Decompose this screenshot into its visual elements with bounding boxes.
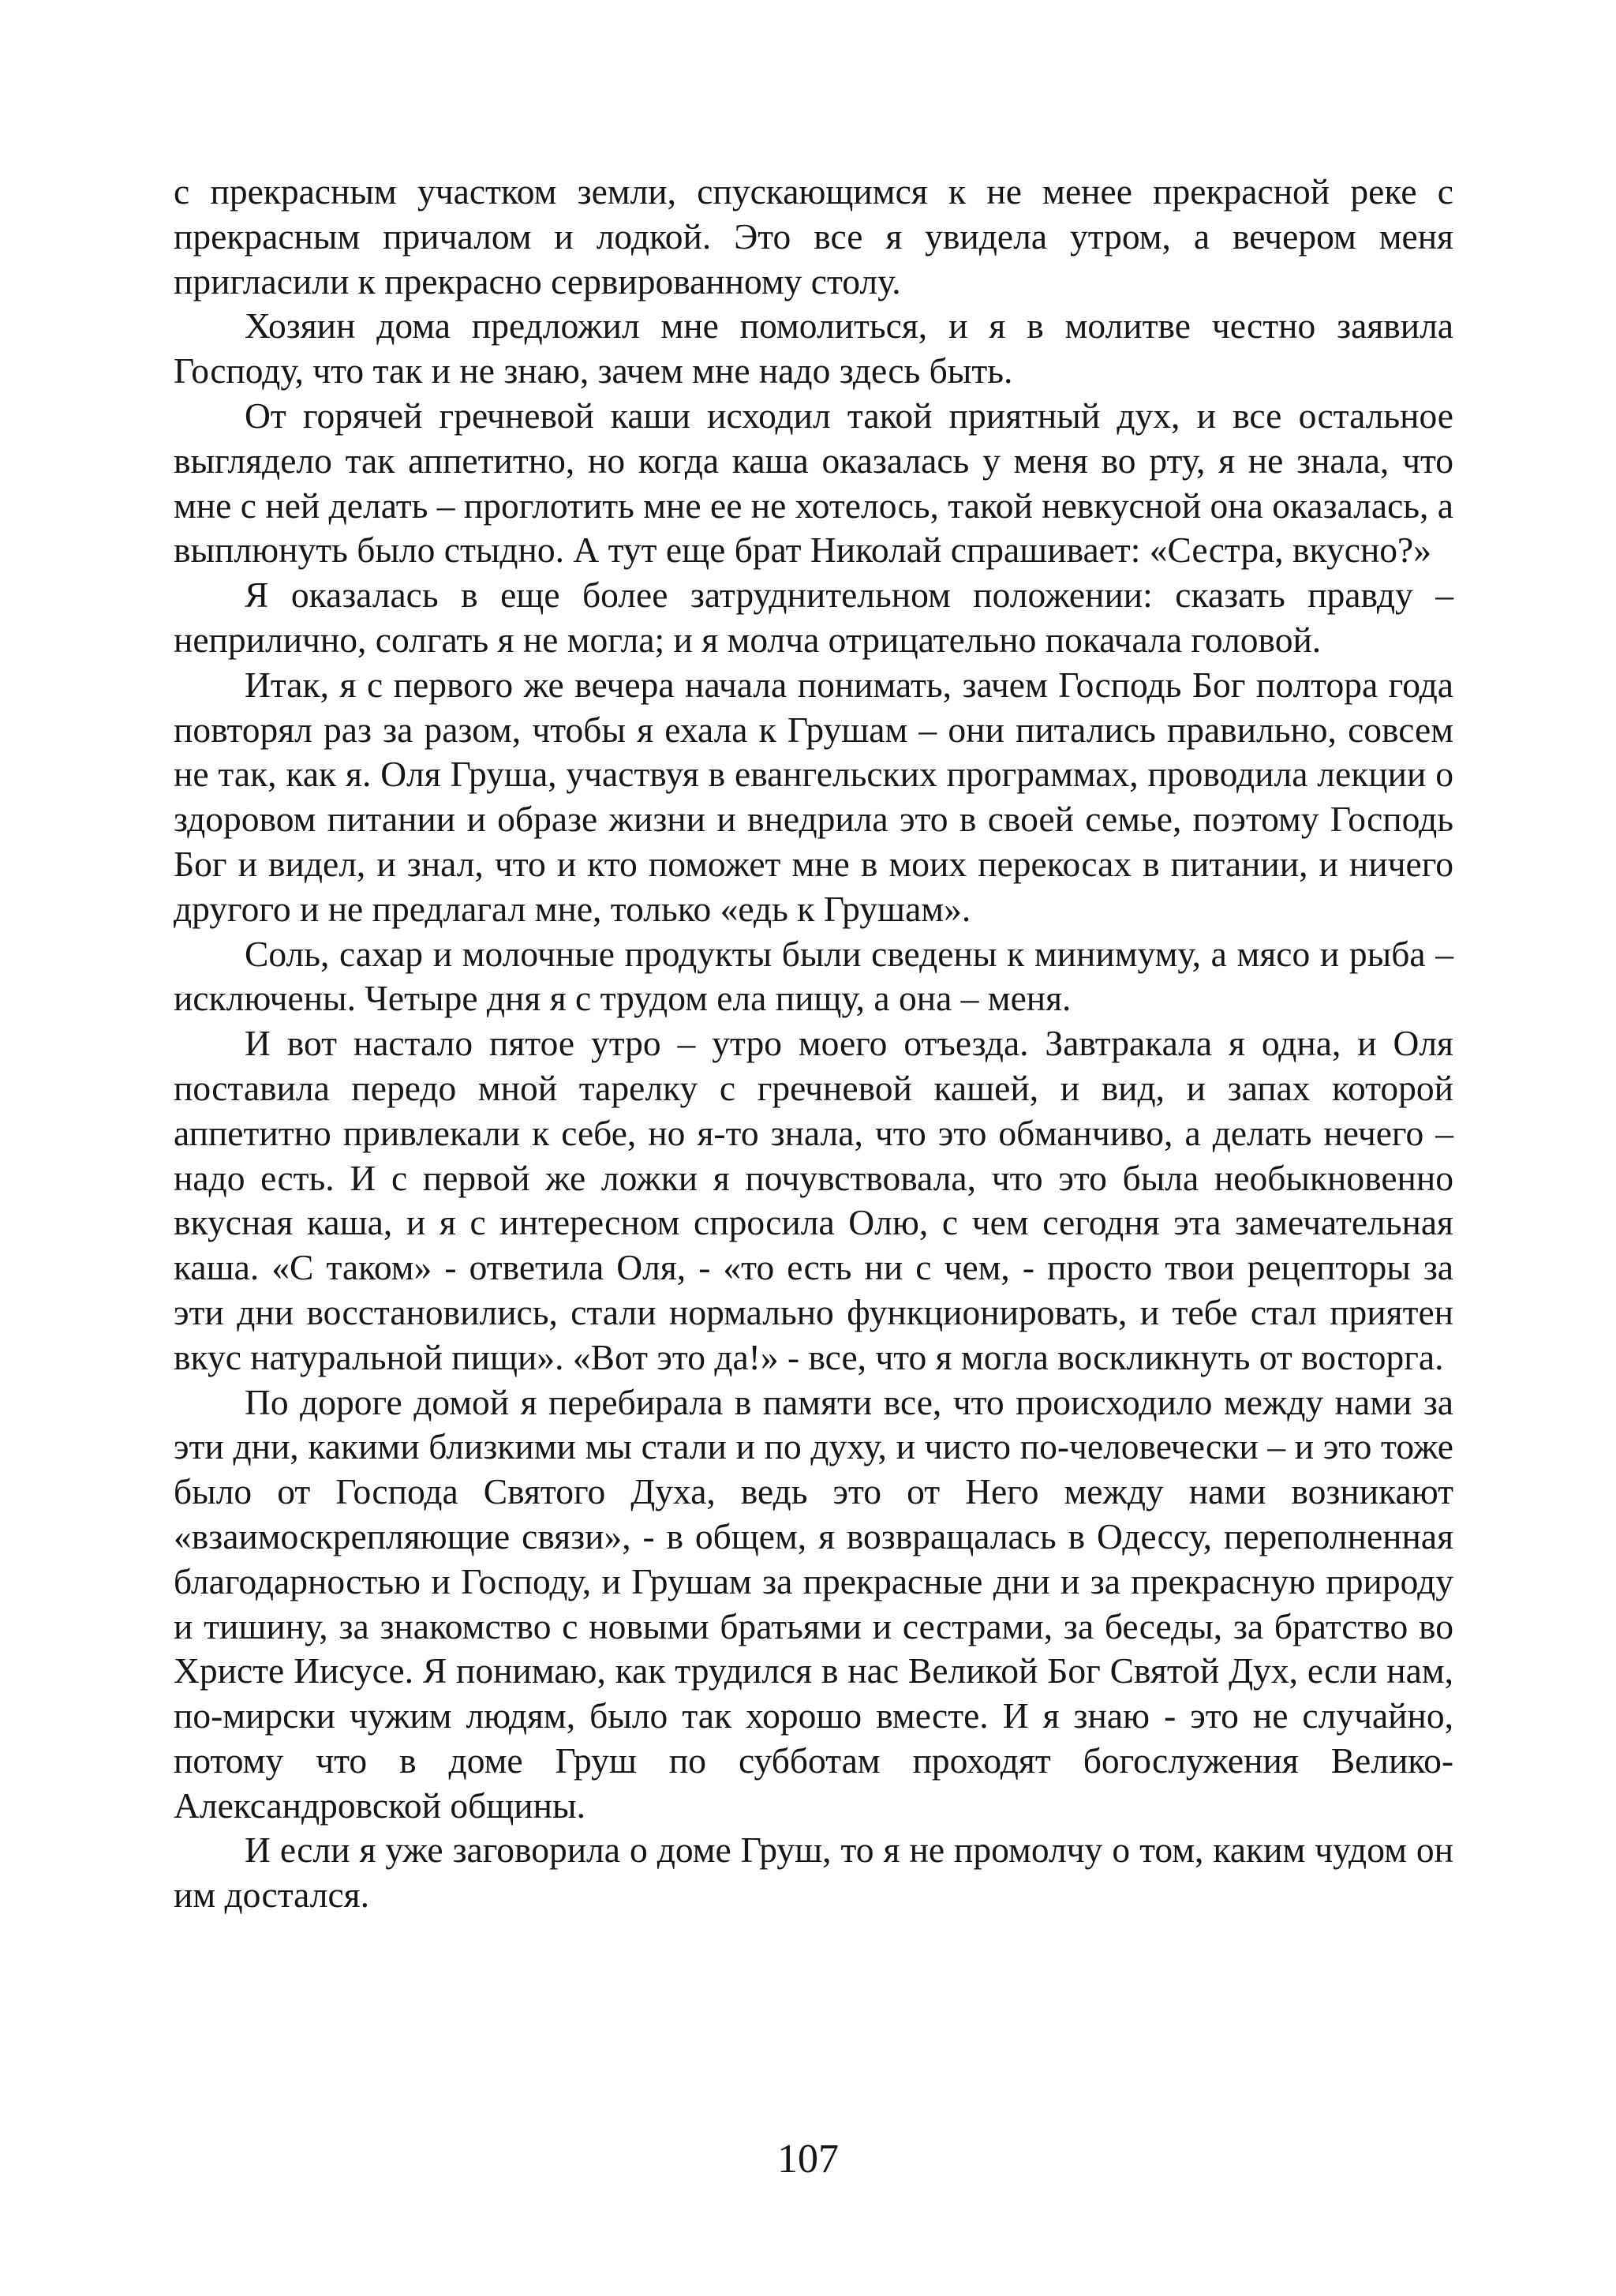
paragraph: Итак, я с первого же вечера начала понимать, зачем Господь Бог полтора года повторял раз за разом, чтобы я ехала к Грушам – они питались правильно, совсем не так, как я. Оля Груша, участвуя в евангельских программах, проводила лекции о здоровом питании и образе жизни и внедрила это в своей семье, поэтому Господь Бог и видел, и знал, что и кто поможет мне в моих перекосах в питании, и ничего другого и не предлагал мне, только «едь к Грушам». — [174, 664, 1453, 929]
paragraph: От горячей гречневой каши исходил такой приятный дух, и все остальное выглядело так аппетитно, но когда каша оказалась у меня во рту, я не знала, что мне с ней делать – проглотить мне ее не хотелось, такой невкусной она оказалась, а выплюнуть было стыдно. А тут еще брат Николай спрашивает: «Сестра, вкусно?» — [174, 395, 1453, 571]
paragraph: Хозяин дома предложил мне помолиться, и я в молитве честно заявила Господу, что так и не знаю, зачем мне надо здесь быть. — [174, 305, 1453, 391]
page-number: 107 — [777, 2137, 839, 2182]
paragraph: Я оказалась в еще более затруднительном положении: сказать правду – неприлично, солгать я не могла; и я молча отрицательно покачала головой. — [174, 575, 1453, 660]
paragraph: Соль, сахар и молочные продукты были сведены к минимуму, а мясо и рыба – исключены. Четыре дня я с трудом ела пищу, а она – меня. — [174, 933, 1453, 1019]
paragraph: с прекрасным участком земли, спускающимся к не менее прекрасной реке с прекрасным причалом и лодкой. Это все я увидела утром, а вечером меня пригласили к прекрасно сервированному столу. — [174, 171, 1453, 302]
paragraph: По дороге домой я перебирала в памяти все, что происходило между нами за эти дни, какими близкими мы стали и по духу, и чисто по-человечески – и это тоже было от Господа Святого Духа, ведь это от Него между нами возникают «взаимоскрепляющие связи», - в общем, я возвращалась в Одессу, переполненная благодарностью и Господу, и Грушам за прекрасные дни и за прекрасную природу и тишину, за знакомство с новыми братьями и сестрами, за беседы, за братство во Христе Иисусе. Я понимаю, как трудился в нас Великой Бог Святой Дух, если нам, по-мирски чужим людям, было так хорошо вместе. И я знаю - это не случайно, потому что в доме Груш по субботам проходят богослужения Велико-Александровской общины. — [174, 1381, 1453, 1826]
paragraph: И вот настало пятое утро – утро моего отъезда. Завтракала я одна, и Оля поставила передо мной тарелку с гречневой кашей, и вид, и запах которой аппетитно привлекали к себе, но я-то знала, что это обманчиво, а делать нечего – надо есть. И с первой же ложки я почувствовала, что это была необыкновенно вкусная каша, и я с интересном спросила Олю, с чем сегодня эта замечательная каша. «С таком» - ответила Оля, - «то есть ни с чем, - просто твои рецепторы за эти дни восстановились, стали нормально функционировать, и тебе стал приятен вкус натуральной пищи». «Вот это да!» - все, что я могла воскликнуть от восторга. — [174, 1023, 1453, 1377]
body-text — [174, 170, 1453, 1918]
paragraph: И если я уже заговорила о доме Груш, то я не промолчу о том, каким чудом он им достался. — [174, 1830, 1453, 1916]
